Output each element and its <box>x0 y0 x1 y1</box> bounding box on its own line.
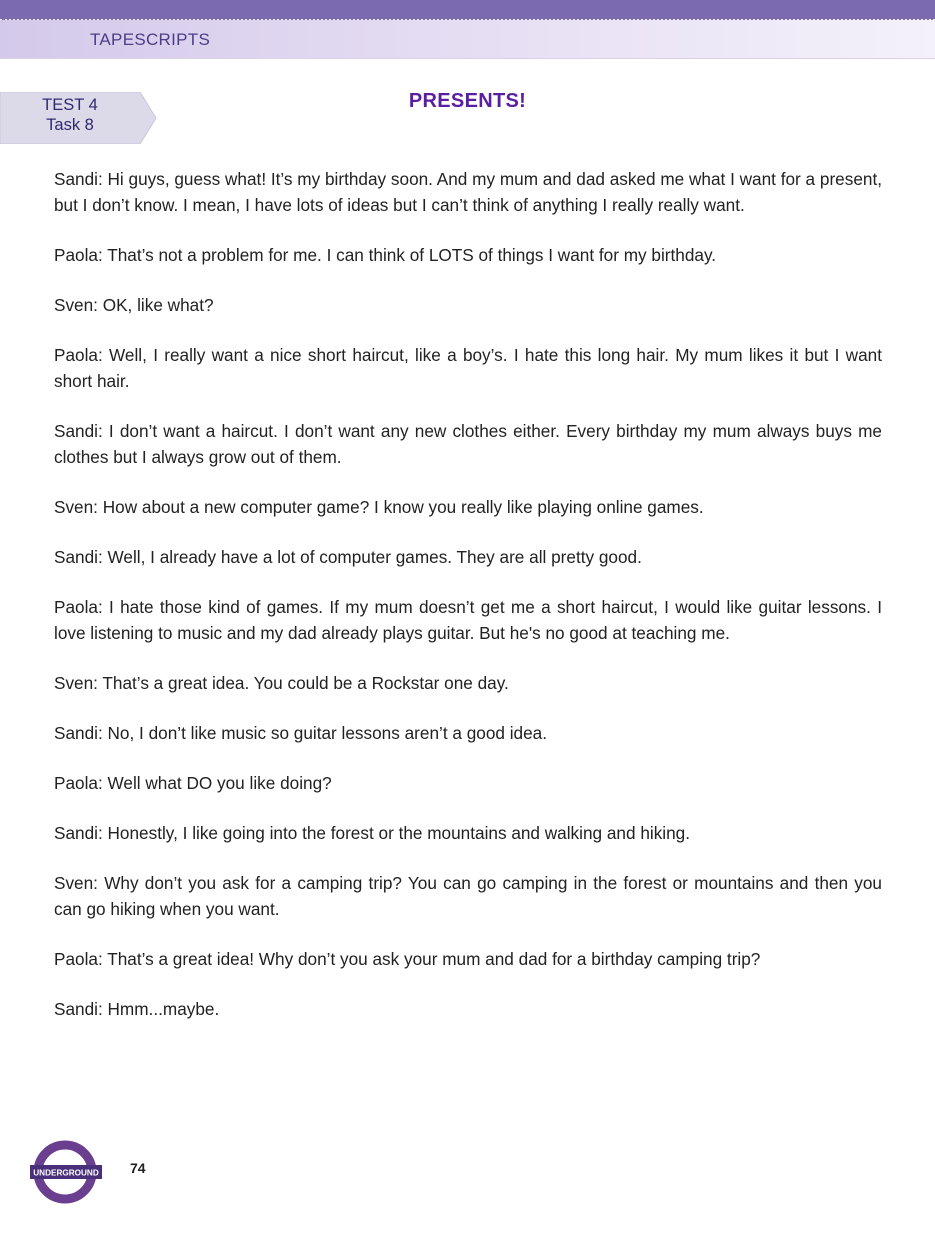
transcript <box>54 166 882 1046</box>
transcript-line: Paola: I hate those kind of games. If my mum doesn’t get me a short haircut, I would like guitar lessons. I love listening to music and my dad already plays guitar. But he's no good at teaching me. <box>54 597 882 643</box>
logo-text: UNDERGROUND <box>33 1168 99 1178</box>
transcript-line: Paola: That’s not a problem for me. I can think of LOTS of things I want for my birthday. <box>54 245 717 265</box>
transcript-line: Sandi: No, I don’t like music so guitar lessons aren’t a good idea. <box>54 723 547 743</box>
page-title: PRESENTS! <box>408 90 527 112</box>
underground-roundel-icon <box>28 1140 108 1204</box>
transcript-line: Sven: Why don’t you ask for a camping trip? You can go camping in the forest or mountains and then you can go hiking when you want. <box>54 873 882 919</box>
transcript-line: Sandi: Well, I already have a lot of computer games. They are all pretty good. <box>54 547 642 567</box>
transcript-line: Sandi: I don’t want a haircut. I don’t want any new clothes either. Every birthday my mum always buys me clothes but I always grow out of them. <box>54 421 882 467</box>
task-number: Task 8 <box>46 116 94 134</box>
transcript-line: Paola: Well, I really want a nice short haircut, like a boy’s. I hate this long hair. My mum likes it but I want short hair. <box>54 345 882 391</box>
top-color-band <box>0 0 935 20</box>
test-number: TEST 4 <box>42 96 98 114</box>
transcript-line: Sandi: Honestly, I like going into the forest or the mountains and walking and hiking. <box>54 823 690 843</box>
transcript-line: Sven: That’s a great idea. You could be a Rockstar one day. <box>54 673 509 693</box>
section-label: TAPESCRIPTS <box>90 30 211 49</box>
transcript-line: Sven: OK, like what? <box>54 295 214 315</box>
transcript-line: Sandi: Hi guys, guess what! It’s my birthday soon. And my mum and dad asked me what I want for a present, but I don’t know. I mean, I have lots of ideas but I can’t think of anything I really really want. <box>54 169 882 215</box>
page-number: 74 <box>130 1160 146 1176</box>
transcript-line: Paola: Well what DO you like doing? <box>54 773 332 793</box>
transcript-line: Paola: That’s a great idea! Why don’t you ask your mum and dad for a birthday camping trip? <box>54 949 761 969</box>
transcript-line: Sandi: Hmm...maybe. <box>54 999 220 1019</box>
underground-logo <box>28 1140 108 1204</box>
transcript-line: Sven: How about a new computer game? I know you really like playing online games. <box>54 497 704 517</box>
